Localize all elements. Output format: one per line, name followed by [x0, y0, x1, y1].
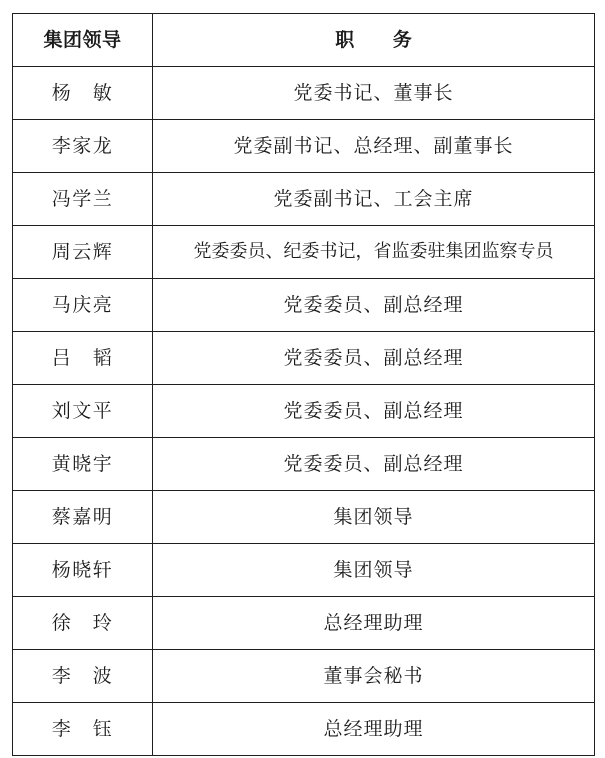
leader-duty: 党委委员、副总经理 [153, 438, 595, 491]
leader-duty: 党委书记、董事长 [153, 67, 595, 120]
leader-duty: 党委委员、副总经理 [153, 385, 595, 438]
leader-name: 周云辉 [13, 226, 153, 279]
leader-name: 李 波 [13, 650, 153, 703]
leader-duty: 党委委员、纪委书记，省监委驻集团监察专员 [153, 226, 595, 279]
leader-name: 冯学兰 [13, 173, 153, 226]
leadership-table [12, 13, 595, 756]
leader-duty: 党委委员、副总经理 [153, 279, 595, 332]
leader-name: 吕 韬 [13, 332, 153, 385]
table-row [13, 332, 595, 385]
leader-name: 刘文平 [13, 385, 153, 438]
leader-name: 李家龙 [13, 120, 153, 173]
leader-name: 黄晓宇 [13, 438, 153, 491]
table-row [13, 173, 595, 226]
leader-duty: 党委委员、副总经理 [153, 332, 595, 385]
leader-name: 杨 敏 [13, 67, 153, 120]
table-row [13, 438, 595, 491]
leader-duty: 总经理助理 [153, 597, 595, 650]
leader-duty: 集团领导 [153, 491, 595, 544]
header-duty [153, 14, 595, 67]
leader-duty: 党委副书记、工会主席 [153, 173, 595, 226]
leader-name: 马庆亮 [13, 279, 153, 332]
table-row [13, 703, 595, 756]
table-row [13, 544, 595, 597]
leader-duty: 党委副书记、总经理、副董事长 [153, 120, 595, 173]
table-row [13, 650, 595, 703]
table-row [13, 597, 595, 650]
leader-name: 李 钰 [13, 703, 153, 756]
table-row [13, 279, 595, 332]
header-leader-name-text: 集团领导 [43, 28, 122, 51]
leader-duty: 董事会秘书 [153, 650, 595, 703]
table-row [13, 385, 595, 438]
table-row [13, 491, 595, 544]
header-leader-name [13, 14, 153, 67]
table-row [13, 120, 595, 173]
table-header-row [13, 14, 595, 67]
leader-duty: 集团领导 [153, 544, 595, 597]
leadership-table-sheet [12, 13, 594, 747]
leader-name: 蔡嘉明 [13, 491, 153, 544]
leader-name: 杨晓轩 [13, 544, 153, 597]
table-row [13, 226, 595, 279]
table-row [13, 67, 595, 120]
header-duty-text: 职 务 [335, 28, 428, 51]
leader-name: 徐 玲 [13, 597, 153, 650]
leader-duty: 总经理助理 [153, 703, 595, 756]
